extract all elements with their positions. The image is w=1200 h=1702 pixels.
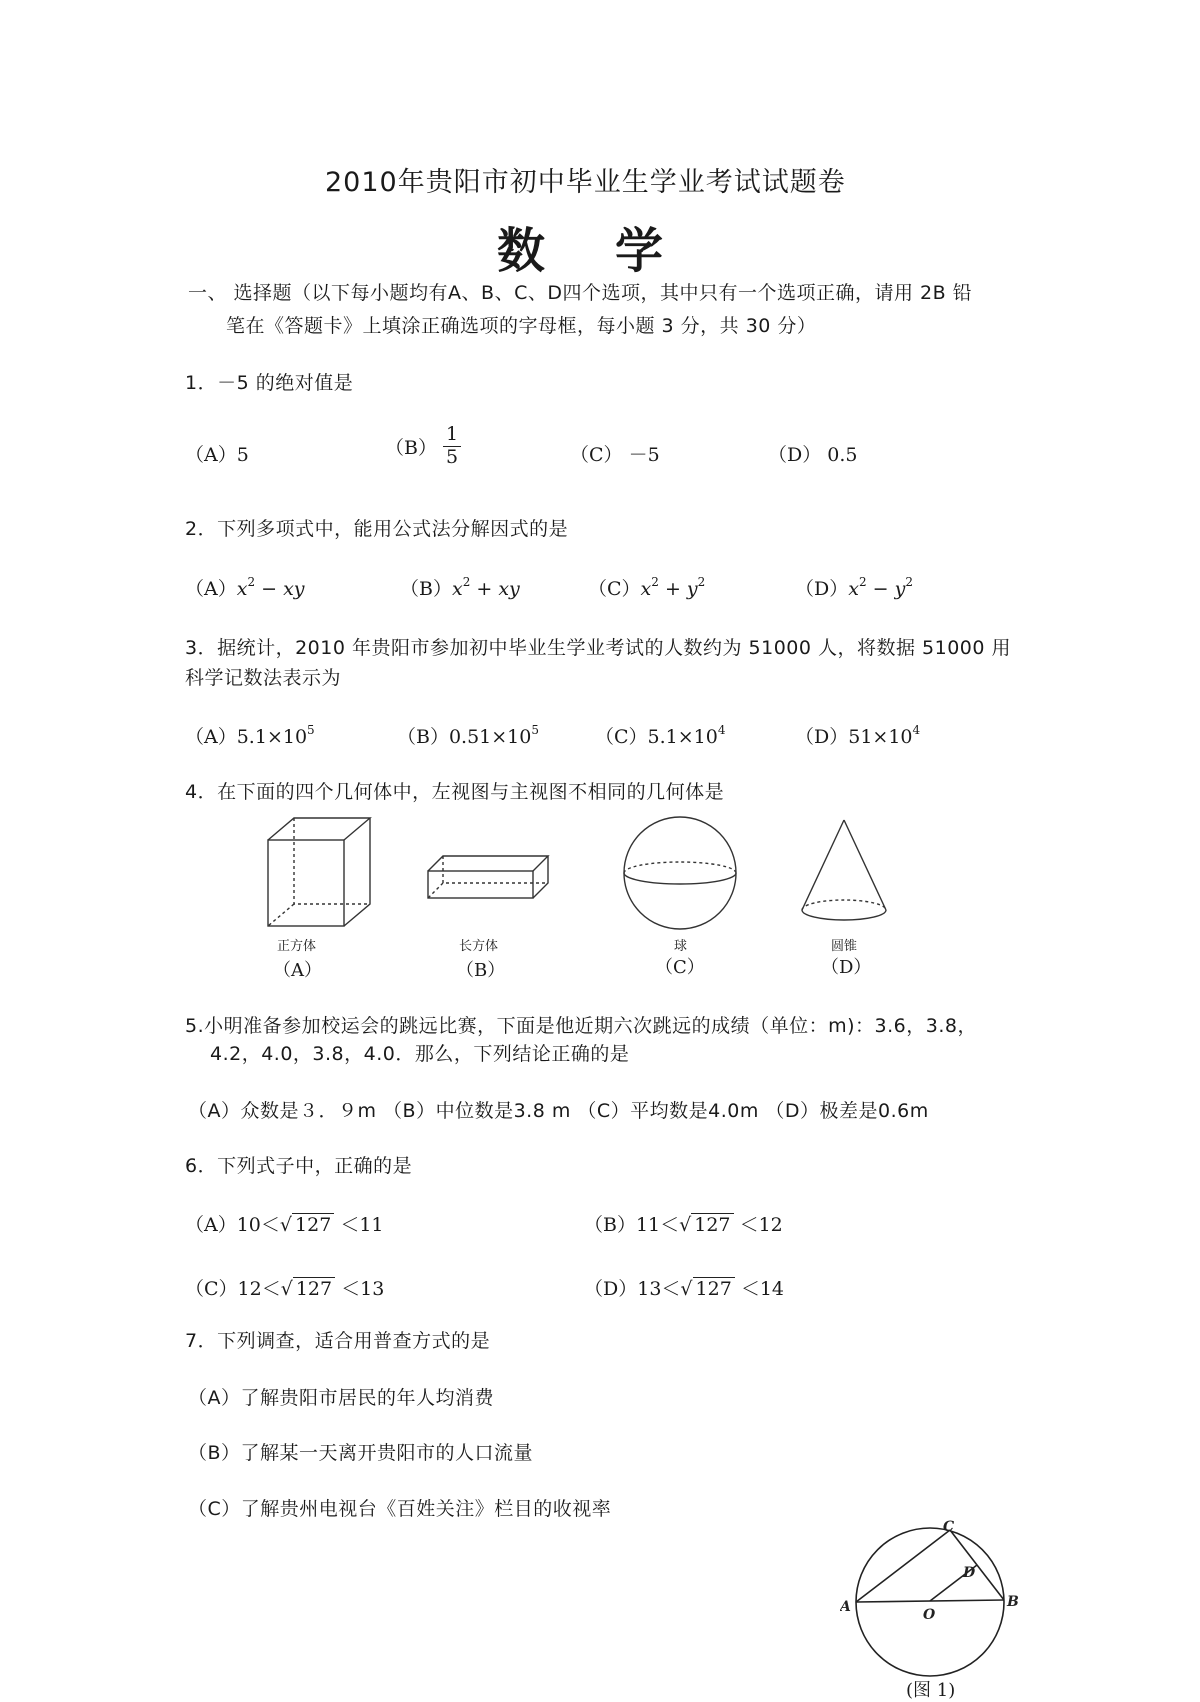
geometry-figures bbox=[250, 808, 930, 938]
question-5-stem-line1: 5.小明准备参加校运会的跳远比赛，下面是他近期六次跳远的成绩（单位：m)：3.6，3.8， bbox=[185, 1015, 977, 1037]
q6-option-c-pre: （C）12＜ bbox=[185, 1278, 281, 1300]
subject-title: 数学 bbox=[497, 223, 734, 279]
q7-option-c: （C）了解贵州电视台《百姓关注》栏目的收视率 bbox=[188, 1498, 612, 1520]
q2-option-a: $(A)x^2$ − xy bbox=[185, 575, 305, 600]
q3-option-a-exp: 5 bbox=[307, 723, 315, 737]
figure-1-circle-diagram bbox=[840, 1520, 1040, 1695]
q6-option-b-post: ＜12 bbox=[739, 1214, 783, 1236]
figure-1-caption: (图 1) bbox=[906, 1680, 956, 1701]
shape-label-b: （B） bbox=[456, 960, 506, 981]
q2-option-a-label: （A） bbox=[185, 578, 237, 600]
q3-option-c-text: （C）5.1×10 bbox=[595, 726, 718, 748]
shape-name-cuboid: 长方体 bbox=[459, 939, 499, 954]
q7-option-b: （B）了解某一天离开贵阳市的人口流量 bbox=[188, 1442, 534, 1464]
radicand: 127 bbox=[292, 1213, 334, 1236]
q1-option-c: （C） －5 bbox=[570, 444, 660, 466]
q6-option-a-pre: （A）10＜ bbox=[185, 1214, 280, 1236]
q6-option-b-pre: （B）11＜ bbox=[584, 1214, 680, 1236]
q3-option-d bbox=[795, 722, 920, 749]
q1-option-a: （A）5 bbox=[185, 444, 249, 466]
question-1-stem: 1．－5 的绝对值是 bbox=[185, 372, 354, 394]
question-7-stem: 7．下列调查，适合用普查方式的是 bbox=[185, 1330, 491, 1352]
q1-option-d: （D） 0.5 bbox=[768, 444, 858, 466]
cuboid-figure bbox=[428, 856, 548, 898]
point-c-label: C bbox=[943, 1520, 955, 1535]
q3-option-c bbox=[595, 722, 726, 749]
radicand: 127 bbox=[693, 1277, 735, 1300]
q2-option-b: $(B)x^2$ + xy bbox=[400, 575, 520, 600]
shape-name-sphere: 球 bbox=[674, 939, 688, 954]
q5-options: （A）众数是３．９m （B）中位数是3.8 m （C）平均数是4.0m （D）极差是0.6m bbox=[188, 1100, 929, 1122]
q7-option-a: （A）了解贵阳市居民的年人均消费 bbox=[188, 1387, 494, 1409]
q3-option-c-exp: 4 bbox=[717, 723, 726, 737]
sphere-figure bbox=[624, 817, 736, 929]
q6-option-a-post: ＜11 bbox=[340, 1214, 384, 1236]
radicand: 127 bbox=[691, 1213, 733, 1236]
q1-option-b-label: （B） bbox=[385, 436, 437, 459]
q2-option-b-label: （B） bbox=[400, 578, 452, 600]
q6-option-c-post: ＜13 bbox=[341, 1278, 385, 1300]
question-3-stem-line2: 科学记数法表示为 bbox=[185, 667, 342, 689]
question-3-stem-line1: 3．据统计，2010 年贵阳市参加初中毕业生学业考试的人数约为 51000 人，将数据 51000 用 bbox=[185, 637, 1012, 659]
q6-option-a bbox=[185, 1210, 384, 1237]
point-b-label: B bbox=[1007, 1594, 1019, 1610]
sqrt-127: √ 127 bbox=[280, 1214, 334, 1236]
fraction-denominator: 5 bbox=[446, 445, 459, 468]
q3-option-b-text: （B）0.51×10 bbox=[397, 726, 532, 748]
q2-option-c: $(C)x^2 + y^2$ bbox=[588, 575, 706, 600]
point-o-label: O bbox=[923, 1607, 936, 1623]
q3-option-a-text: （A）5.1×10 bbox=[185, 726, 308, 748]
section-instructions-line1: 一、 选择题（以下每小题均有A、B、C、D四个选项，其中只有一个选项正确，请用 2B 铅 bbox=[188, 282, 973, 304]
point-a-label: A bbox=[840, 1599, 851, 1615]
q2-option-d-label: （D） bbox=[795, 578, 849, 600]
sqrt-127: √ 127 bbox=[281, 1278, 335, 1300]
question-5-stem-line2: 4.2，4.0，3.8，4.0．那么，下列结论正确的是 bbox=[210, 1043, 630, 1065]
shape-label-d: （D） bbox=[821, 957, 872, 978]
chord-ac bbox=[856, 1530, 950, 1602]
question-2-stem: 2．下列多项式中，能用公式法分解因式的是 bbox=[185, 518, 569, 540]
point-d-label: D bbox=[963, 1565, 976, 1581]
question-6-stem: 6．下列式子中，正确的是 bbox=[185, 1155, 413, 1177]
cube-figure bbox=[268, 818, 370, 926]
section-instructions-line2: 笔在《答题卡》上填涂正确选项的字母框，每小题 3 分，共 30 分） bbox=[226, 315, 817, 337]
q6-option-d-post: ＜14 bbox=[740, 1278, 785, 1300]
shape-name-cube: 正方体 bbox=[277, 939, 317, 954]
q3-option-b bbox=[397, 722, 539, 749]
radicand: 127 bbox=[293, 1277, 335, 1300]
q3-option-a bbox=[185, 722, 315, 749]
q2-option-c-label: （C） bbox=[588, 578, 641, 600]
sqrt-127: √ 127 bbox=[680, 1278, 734, 1300]
q1-fraction bbox=[443, 424, 461, 469]
cone-figure bbox=[802, 820, 886, 920]
q6-option-d bbox=[584, 1274, 784, 1301]
q6-option-b bbox=[584, 1210, 783, 1237]
q3-option-b-exp: 5 bbox=[531, 723, 540, 737]
shape-label-a: （A） bbox=[273, 960, 322, 981]
shape-name-cone: 圆锥 bbox=[831, 939, 858, 954]
shape-label-c: （C） bbox=[655, 957, 705, 978]
q1-option-b bbox=[385, 424, 461, 469]
q2-option-d: $(D)x^2 - y^2$ bbox=[795, 575, 913, 600]
question-4-stem: 4．在下面的四个几何体中，左视图与主视图不相同的几何体是 bbox=[185, 781, 725, 803]
q3-option-d-exp: 4 bbox=[912, 723, 921, 737]
sqrt-127: √ 127 bbox=[679, 1214, 733, 1236]
fraction-numerator: 1 bbox=[443, 424, 461, 447]
q6-option-c bbox=[185, 1274, 384, 1301]
q3-option-d-text: （D）51×10 bbox=[795, 726, 913, 748]
q6-option-d-pre: （D）13＜ bbox=[584, 1278, 681, 1300]
exam-title: 2010年贵阳市初中毕业生学业考试试题卷 bbox=[325, 167, 846, 198]
